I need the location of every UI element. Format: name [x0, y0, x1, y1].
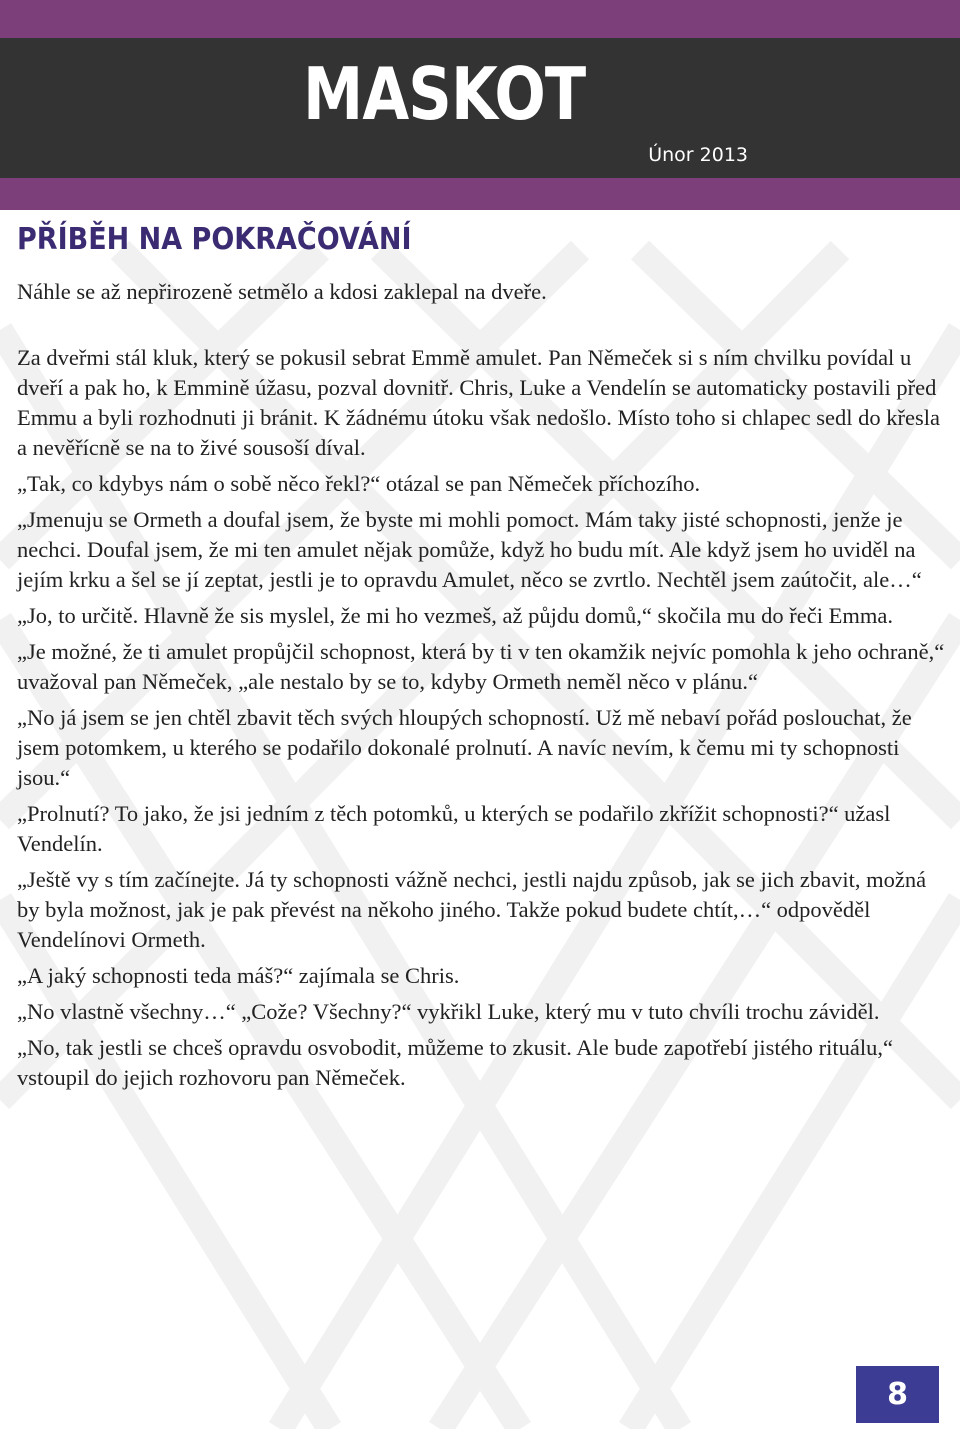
story-paragraph: Náhle se až nepřirozeně setmělo a kdosi zaklepal na dveře. [17, 279, 547, 304]
story-paragraph: „Tak, co kdybys nám o sobě něco řekl?“ otázal se pan Němeček příchozího. [17, 471, 701, 496]
newsletter-title: MASKOT [303, 52, 586, 136]
section-heading: PŘÍBĚH NA POKRAČOVÁNÍ [17, 222, 412, 257]
story-paragraph: Za dveřmi stál kluk, který se pokusil sebrat Emmě amulet. Pan Němeček si s ním chvilku povídal u dveří a pak ho, k Emmině úžasu, pozval dovnitř. Chris, Luke a Vendelín se automaticky postavili před Emmu a byli rozhodnuti ji bránit. K žádnému útoku však nedošlo. Místo toho si chlapec sedl do křesla a nevěřícně se na to živé sousoší díval. [17, 345, 940, 460]
header-bottom-band [0, 178, 960, 210]
story-paragraph: „Ještě vy s tím začínejte. Já ty schopnosti vážně nechci, jestli najdu způsob, jak se jich zbavit, možná by byla možnost, jak je pak převést na někoho jiného. Takže pokud budete chtít,…“ odpověděl Vendelínovi Ormeth. [17, 867, 927, 952]
page-number-badge: 8 [856, 1366, 939, 1423]
story-paragraph: „Jo, to určitě. Hlavně že sis myslel, že mi ho vezmeš, až půjdu domů,“ skočila mu do řeči Emma. [17, 603, 894, 628]
story-text [17, 277, 947, 1099]
story-paragraph: „No, tak jestli se chceš opravdu osvobodit, můžeme to zkusit. Ale bude zapotřebí jistého rituálu,“ vstoupil do jejich rozhovoru pan Němeček. [17, 1035, 894, 1090]
story-paragraph: „Jmenuju se Ormeth a doufal jsem, že byste mi mohli pomoct. Mám taky jisté schopnosti, jenže je nechci. Doufal jsem, že mi ten amulet nějak pomůže, když ho budu mít. Ale když jsem ho uviděl na jejím krku a šel se jí zeptat, jestli je to opravdu Amulet, něco se zvrtlo. Nechtěl jsem zaútočit, ale…“ [17, 507, 922, 592]
header-top-band [0, 0, 960, 38]
story-paragraph: „A jaký schopnosti teda máš?“ zajímala se Chris. [17, 963, 460, 988]
story-paragraph: „Prolnutí? To jako, že jsi jedním z těch potomků, u kterých se podařilo zkřížit schopnosti?“ užasl Vendelín. [17, 801, 891, 856]
story-paragraph: „No vlastně všechny…“ „Cože? Všechny?“ vykřikl Luke, který mu v tuto chvíli trochu záviděl. [17, 999, 880, 1024]
story-paragraph: „Je možné, že ti amulet propůjčil schopnost, která by ti v ten okamžik nejvíc pomohla k jeho ochraně,“ uvažoval pan Němeček, „ale nestalo by se to, kdyby Ormeth neměl něco v plánu.“ [17, 639, 945, 694]
story-paragraph: „No já jsem se jen chtěl zbavit těch svých hloupých schopností. Už mě nebaví pořád poslouchat, že jsem potomkem, u kterého se podařilo dokonalé prolnutí. A navíc nevím, k čemu mi ty schopnosti jsou.“ [17, 705, 912, 790]
issue-date: Únor 2013 [648, 144, 748, 166]
